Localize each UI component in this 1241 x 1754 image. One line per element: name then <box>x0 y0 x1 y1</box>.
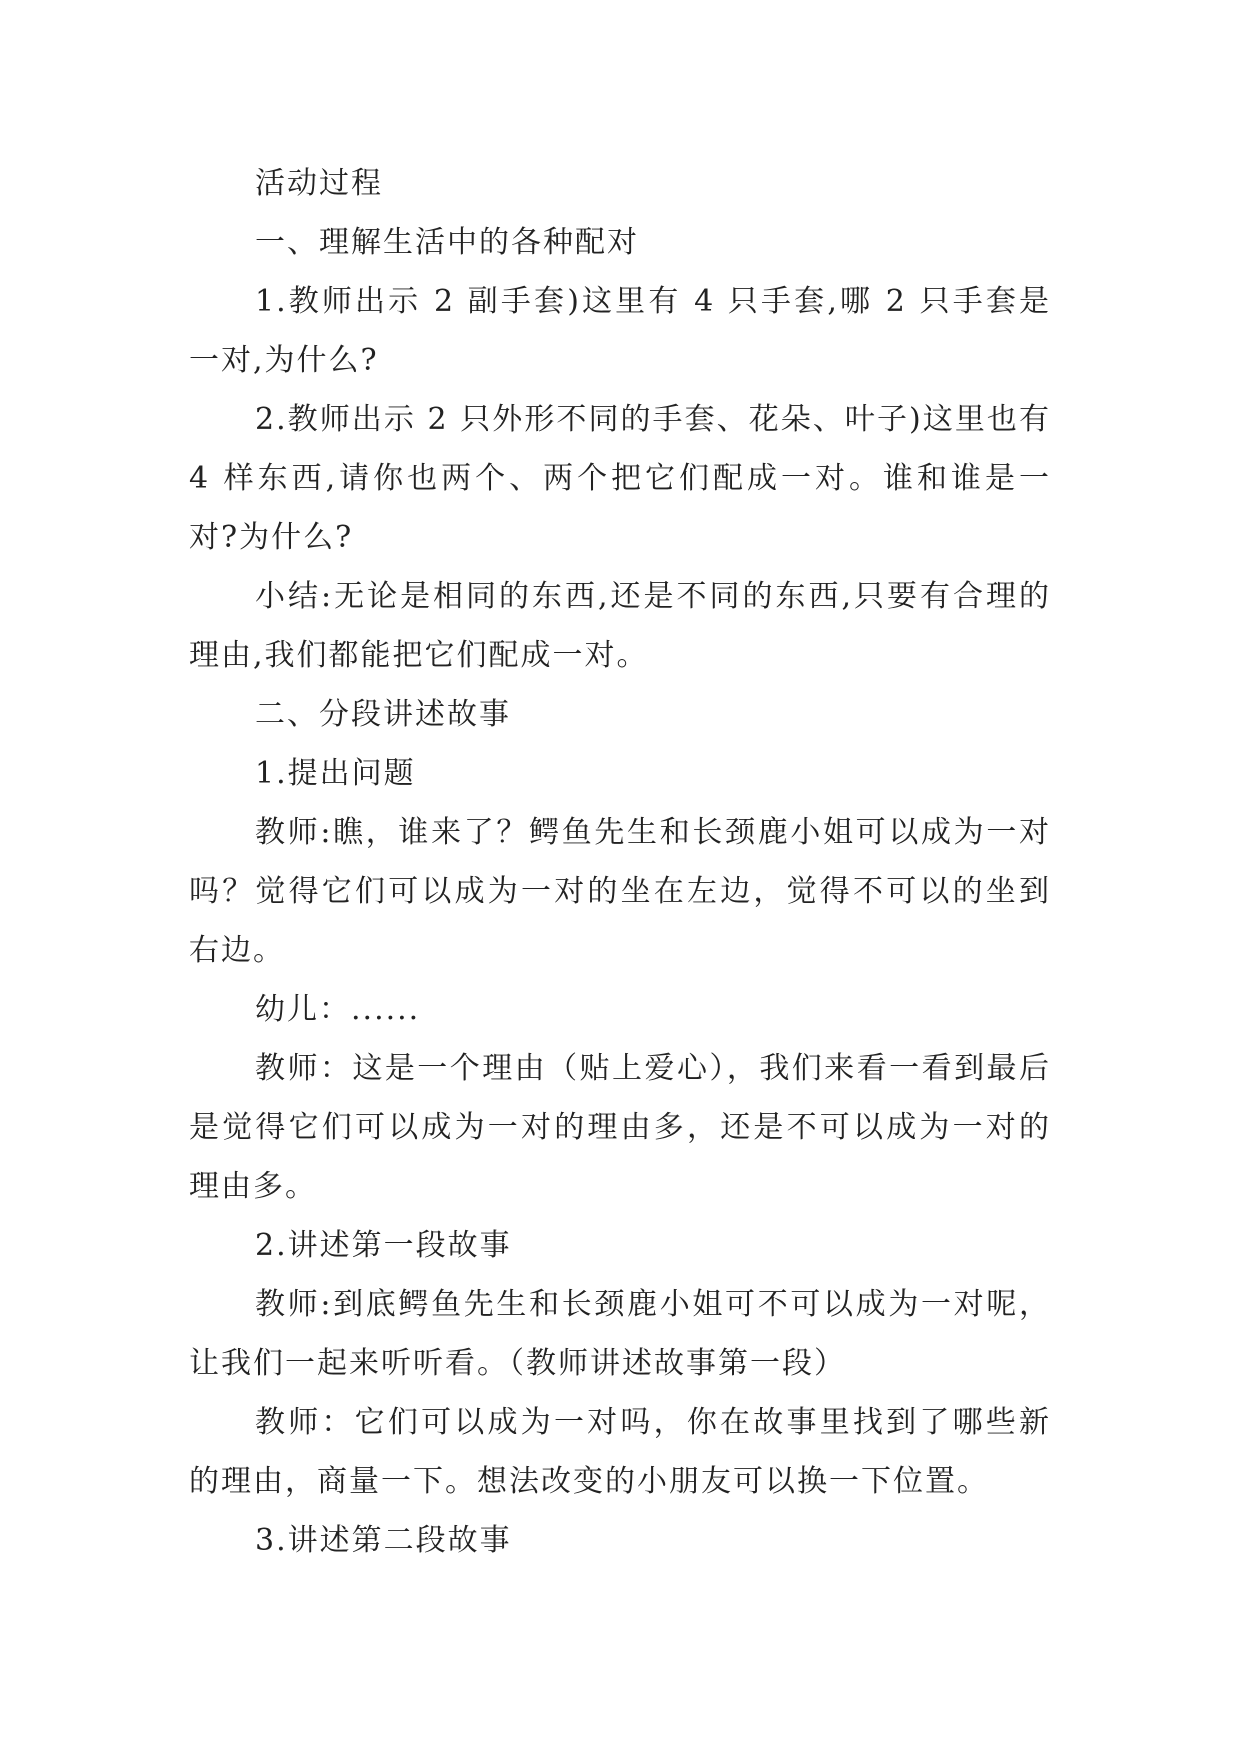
paragraph-item-1: 1.教师出示 2 副手套)这里有 4 只手套,哪 2 只手套是一对,为什么? <box>189 284 1051 378</box>
subheading-story-part-2: 3.讲述第二段故事 <box>255 1523 512 1558</box>
document-page <box>189 154 1063 1570</box>
paragraph-teacher-2: 教师：这是一个理由（贴上爱心），我们来看一看到最后是觉得它们可以成为一对的理由多，还是不可以成为一对的理由多。 <box>189 1051 1051 1204</box>
paragraph-summary: 小结:无论是相同的东西,还是不同的东西,只要有合理的理由,我们都能把它们配成一对。 <box>189 579 1051 673</box>
subheading-ask-question: 1.提出问题 <box>255 756 416 791</box>
section-heading-1: 一、理解生活中的各种配对 <box>255 225 639 260</box>
section-heading-2: 二、分段讲述故事 <box>255 697 511 732</box>
paragraph-child: 幼儿：...... <box>255 992 421 1027</box>
paragraph-teacher-1: 教师:瞧，谁来了？鳄鱼先生和长颈鹿小姐可以成为一对吗？觉得它们可以成为一对的坐在左边，觉得不可以的坐到右边。 <box>189 815 1051 968</box>
subheading-story-part-1: 2.讲述第一段故事 <box>255 1228 512 1263</box>
heading-activity-process: 活动过程 <box>255 166 383 201</box>
paragraph-teacher-4: 教师：它们可以成为一对吗，你在故事里找到了哪些新的理由，商量一下。想法改变的小朋友可以换一下位置。 <box>189 1405 1051 1499</box>
paragraph-item-2: 2.教师出示 2 只外形不同的手套、花朵、叶子)这里也有 4 样东西,请你也两个、两个把它们配成一对。谁和谁是一对?为什么? <box>189 402 1063 555</box>
paragraph-teacher-3: 教师:到底鳄鱼先生和长颈鹿小姐可不可以成为一对呢，让我们一起来听听看。（教师讲述故事第一段） <box>189 1287 1051 1381</box>
